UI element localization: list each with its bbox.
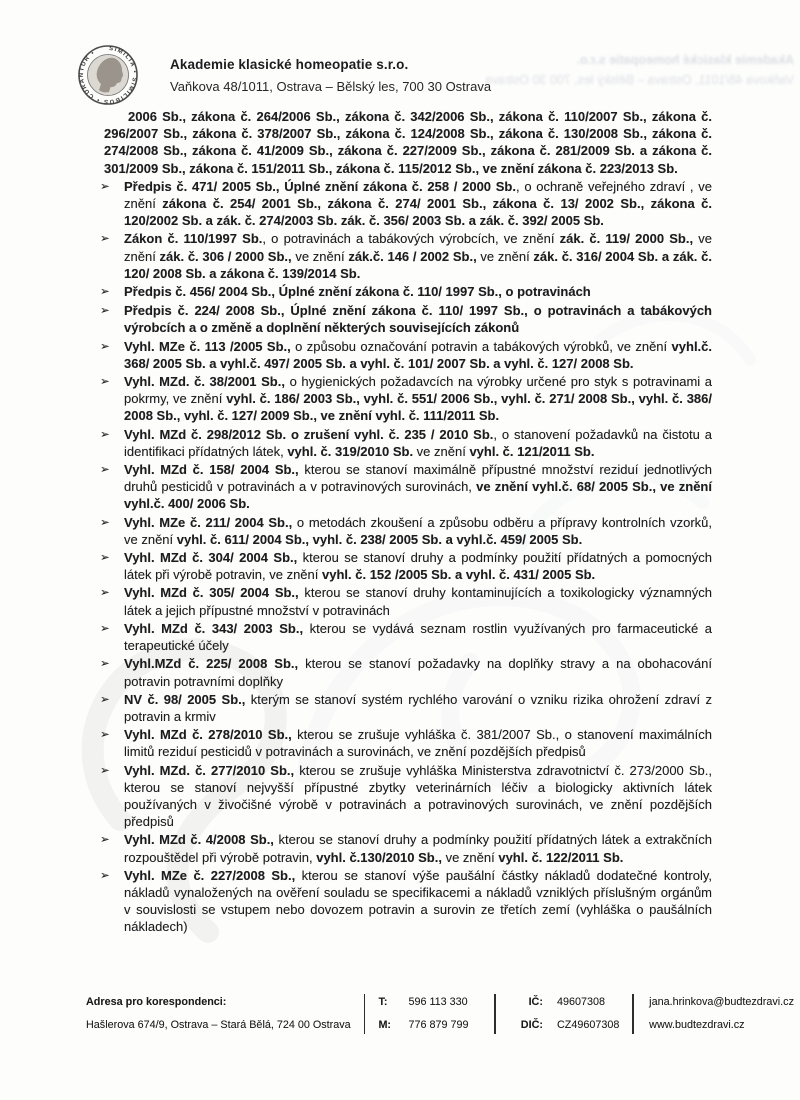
arrow-bullet-icon: ➢ [100,552,110,565]
footer-phone-value: 596 113 330 [408,996,468,1008]
list-item [100,514,712,548]
list-item-text: Předpis č. 456/ 2004 Sb., Úplné znění zákona č. 110/ 1997 Sb., o potravinách [124,284,591,300]
footer-address-block [86,991,351,1037]
regulations-content [100,108,712,937]
list-item [100,867,712,936]
list-item [100,549,712,583]
list-item-text: Vyhl. MZe č. 227/2008 Sb., kterou se stanoví výše paušální částky nákladů dodatečné kontroly, nákladů vynaložených na ověření souladu se specifikacemi a nákladů vzniklých příslušným orgánům v souvislosti se vstupem nebo dovozem potravin a surovin ze třetích zemí (vyhláška o paušálních nákladech) [124,867,712,935]
arrow-bullet-icon: ➢ [100,729,110,742]
footer-registration-block [509,991,619,1037]
footer-contact-block [647,991,794,1037]
footer-email: jana.hrinkova@budtezdravi.cz [649,996,794,1008]
footer-phones-block [378,991,481,1037]
arrow-bullet-icon: ➢ [100,658,110,671]
list-item [100,426,712,460]
list-item-text: Vyhl. MZe č. 211/ 2004 Sb., o metodách zkoušení a způsobu odběru a přípravy kontrolních vzorků, ve znění vyhl. č. 611/ 2004 Sb., vyhl. č. 238/ 2005 Sb. a vyhl.č. 459/ 2005 Sb. [124,514,712,547]
list-item-text: Vyhl. MZd. č. 38/2001 Sb., o hygienických požadavcích na výrobky určené pro styk s potravinami a pokrmy, ve znění vyhl. č. 186/ 2003 Sb., vyhl. č. 551/ 2006 Sb., vyhl. č. 271/ 2008 Sb., vyhl. č. 386/ 2008 Sb., vyhl. č. 127/ 2009 Sb., ve znění vyhl. č. 111/2011 Sb. [124,374,712,424]
arrow-bullet-icon: ➢ [100,516,110,529]
list-item-text: Vyhl. MZd. č. 277/2010 Sb., kterou se zrušuje vyhláška Ministerstva zdravotnictví č. 273/2000 Sb., kterou se stanoví nejvyšší přípustné zbytky veterinárních léčiv a biologicky aktivních látek používaných v živočišné výrobě v potravinách a potravinových surovinách, ve znění pozdějších předpisů [124,762,712,830]
list-item-text: Vyhl. MZd č. 304/ 2004 Sb., kterou se stanoví druhy a podmínky použití přídatných a pomocných látek při výrobě potravin, ve znění vyhl. č. 152 /2005 Sb. a vyhl. č. 431/ 2005 Sb. [124,550,712,583]
footer-phone-label: T: [378,996,388,1008]
arrow-bullet-icon: ➢ [100,622,110,635]
footer-dic-label: DIČ: [520,1019,543,1031]
list-item-text: Vyhl. MZd č. 158/ 2004 Sb., kterou se stanoví maximálně přípustné množství reziduí jednotlivých druhů pesticidů v potravinách a v potravinových surovinách, ve znění vyhl.č. 68/ 2005 Sb., ve znění vyhl.č. 400/ 2006 Sb. [124,462,712,512]
footer-mobile-label: M: [378,1019,392,1031]
list-item [100,461,712,513]
list-item [100,283,712,301]
list-item [100,302,712,336]
arrow-bullet-icon: ➢ [100,764,110,777]
arrow-bullet-icon: ➢ [100,340,110,353]
arrow-bullet-icon: ➢ [100,428,110,441]
footer-divider [494,994,496,1034]
footer-address-value: Hašlerova 674/9, Ostrava – Stará Bělá, 724 00 Ostrava [86,1019,351,1031]
footer-divider [364,994,366,1034]
footer-dic-value: CZ49607308 [556,1019,620,1031]
footer-ic-value: 49607308 [556,996,606,1008]
list-item-text: Zákon č. 110/1997 Sb., o potravinách a tabákových výrobcích, ve znění zák. č. 119/ 2000 Sb., ve znění zák. č. 306 / 2000 Sb., ve znění zák.č. 146 / 2002 Sb., ve znění zák. č. 316/ 2004 Sb. a zák. č. 120/ 2008 Sb. a zákona č. 139/2014 Sb. [124,231,712,281]
footer-ic-label: IČ: [528,996,543,1008]
list-item-text: Předpis č. 224/ 2008 Sb., Úplné znění zákona č. 110/ 1997 Sb., o potravinách a tabákových výrobcích a o změně a doplnění některých souvisejících zákonů [124,303,712,336]
seal-motto: SIMILIA • SIMILIBUS • CURANTUR • [78,45,138,105]
bleedthrough-header-text [478,50,794,90]
list-item [100,831,712,865]
arrow-bullet-icon: ➢ [100,834,110,847]
letterhead [76,42,491,108]
arrow-bullet-icon: ➢ [100,376,110,389]
company-address: Vaňkova 48/1011, Ostrava – Bělský les, 700 30 Ostrava [170,78,492,94]
arrow-bullet-icon: ➢ [100,233,110,246]
footer-address-label: Adresa pro korespondenci: [86,996,227,1008]
list-item-text: Vyhl. MZd č. 305/ 2004 Sb., kterou se stanoví druhy kontaminujících a toxikologicky významných látek a jejich přípustné množství v potravinách [124,585,712,618]
arrow-bullet-icon: ➢ [100,587,110,600]
list-item-text: Vyhl. MZe č. 113 /2005 Sb., o způsobu označování potravin a tabákových výrobků, ve znění vyhl.č. 368/ 2005 Sb. a vyhl.č. 497/ 2005 Sb. a vyhl. č. 101/ 2007 Sb. a vyhl. č. 127/ 2008 Sb. [124,338,713,371]
list-item-text: NV č. 98/ 2005 Sb., kterým se stanoví systém rychlého varování o vzniku rizika ohrožení zdraví z potravin a krmiv [124,691,712,724]
list-item-text: Vyhl. MZd č. 4/2008 Sb., kterou se stanoví druhy a podmínky použití přídatných látek a extrakčních rozpouštědel při výrobě potravin, vyhl. č.130/2010 Sb., ve znění vyhl. č. 122/2011 Sb. [124,832,713,865]
list-item [100,691,712,725]
footer-divider [632,994,634,1034]
regulation-list [100,178,712,936]
list-item-text: Vyhl. MZd č. 343/ 2003 Sb., kterou se vydává seznam rostlin využívaných pro farmaceutické a terapeutické účely [124,620,712,654]
list-item-text: Vyhl. MZd č. 278/2010 Sb., kterou se zrušuje vyhláška č. 381/2007 Sb., o stanovení maximálních limitů reziduí pesticidů v potravinách a surovinách, ve znění pozdějších předpisů [124,727,712,760]
list-item [100,726,712,760]
list-item [100,178,712,230]
list-item [100,230,712,282]
bleedthrough-company-line: Akademie klasické homeopatie s.r.o. [576,53,794,67]
list-item-text: Předpis č. 471/ 2005 Sb., Úplné znění zákona č. 258 / 2000 Sb., o ochraně veřejného zdraví , ve znění zákona č. 254/ 2001 Sb., zákona č. 274/ 2001 Sb., zákona č. 13/ 2002 Sb., zákona č. 120/2002 Sb. a zák. č. 274/2003 Sb. zák. č. 356/ 2003 Sb. a zák. č. 392/ 2005 Sb. [124,178,712,229]
footer-mobile-value: 776 879 799 [408,1019,469,1031]
intro-paragraph: 2006 Sb., zákona č. 264/2006 Sb., zákona č. 342/2006 Sb., zákona č. 110/2007 Sb., zákona č. 296/2007 Sb., zákona č. 378/2007 Sb., zákona č. 124/2008 Sb., zákona č. 130/2008 Sb., zákona č. 274/2008 Sb., zákona č. 41/2009 Sb., zákona č. 227/2009 Sb., zákona č. 281/2009 Sb. a zákona č. 301/2009 Sb., zákona č. 151/2011 Sb., zákona č. 115/2012 Sb., ve znění zákona č. 223/2013 Sb. [104,109,712,176]
footer-website: www.budtezdravi.cz [649,1019,745,1031]
list-item [100,655,712,689]
list-item [100,584,712,618]
list-item [100,620,712,654]
arrow-bullet-icon: ➢ [100,180,110,193]
footer [86,991,794,1037]
bleedthrough-address-line: Vaňkova 48/1011, Ostrava – Bělský les, 700 30 Ostrava [485,73,794,87]
list-item [100,373,712,425]
list-item-text: Vyhl.MZd č. 225/ 2008 Sb., kterou se stanoví požadavky na doplňky stravy a na obohacování potravin potravními doplňky [124,656,712,689]
arrow-bullet-icon: ➢ [100,286,110,299]
list-item-text: Vyhl. MZd č. 298/2012 Sb. o zrušení vyhl. č. 235 / 2010 Sb., o stanovení požadavků na čistotu a identifikaci přídatných látek, vyhl. č. 319/2010 Sb. ve znění vyhl. č. 121/2011 Sb. [124,426,712,459]
arrow-bullet-icon: ➢ [100,305,110,318]
company-seal-logo [76,42,140,108]
arrow-bullet-icon: ➢ [100,869,110,882]
list-item [100,762,712,831]
company-name: Akademie klasické homeopatie s.r.o. [170,56,409,72]
arrow-bullet-icon: ➢ [100,693,110,706]
arrow-bullet-icon: ➢ [100,464,110,477]
list-item [100,338,712,372]
